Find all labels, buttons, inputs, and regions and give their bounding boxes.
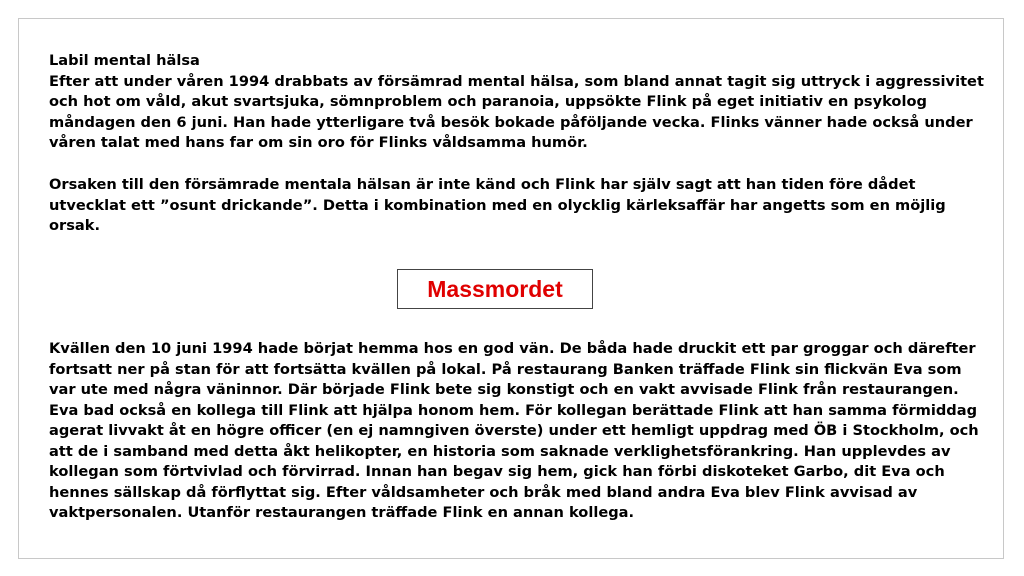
paragraph-mental-health: Efter att under våren 1994 drabbats av försämrad mental hälsa, som bland annat tagit sig uttryck i aggressivitet och hot om våld, akut svartsjuka, sömnproblem och paranoia, uppsökte Flink på eget initiativ en psykolog måndagen den 6 juni. Han hade ytterligare två besök bokade påföljande vecka. Flinks vänner hade också under våren talat med hans far om sin oro för Flinks våldsamma humör. [49, 72, 984, 151]
slide [18, 18, 1004, 559]
paragraph-cause: Orsaken till den försämrade mentala hälsan är inte känd och Flink har själv sagt att han tiden före dådet utvecklat ett ”osunt drickande”. Detta i kombination med en olycklig kärleksaffär har angetts som en möjlig orsak. [49, 176, 946, 234]
section-evening [49, 339, 984, 524]
paragraph-evening: Kvällen den 10 juni 1994 hade börjat hemma hos en god vän. De båda hade druckit ett par groggar och därefter fortsatt ner på stan för att fortsätta kvällen på lokal. På restaurang Banken träffade Flink sin flickvän Eva som var ute med några väninnor. Där började Flink bete sig konstigt och en vakt avvisade Flink från restaurangen. Eva bad också en kollega till Flink att hjälpa honom hem. För kollegan berättade Flink att han samma förmiddag agerat livvakt åt en högre officer (en ej namngiven överste) under ett hemligt uppdrag med ÖB i Stockholm, och att de i samband med detta åkt helikopter, en historia som saknade verklighetsförankring. Han upplevdes av kollegan som förtvivlad och förvirrad. Innan han begav sig hem, gick han förbi diskoteket Garbo, dit Eva och hennes sällskap då förflyttat sig. Efter våldsamheter och bråk med bland andra Eva blev Flink avvisad av vaktpersonalen. Utanför restaurangen träffade Flink en annan kollega. [49, 340, 979, 521]
section-title: Labil mental hälsa [49, 52, 200, 69]
section-mental-health [49, 51, 984, 154]
heading-box [397, 269, 593, 309]
section-cause [49, 175, 984, 237]
heading-massmordet: Massmordet [427, 275, 563, 302]
